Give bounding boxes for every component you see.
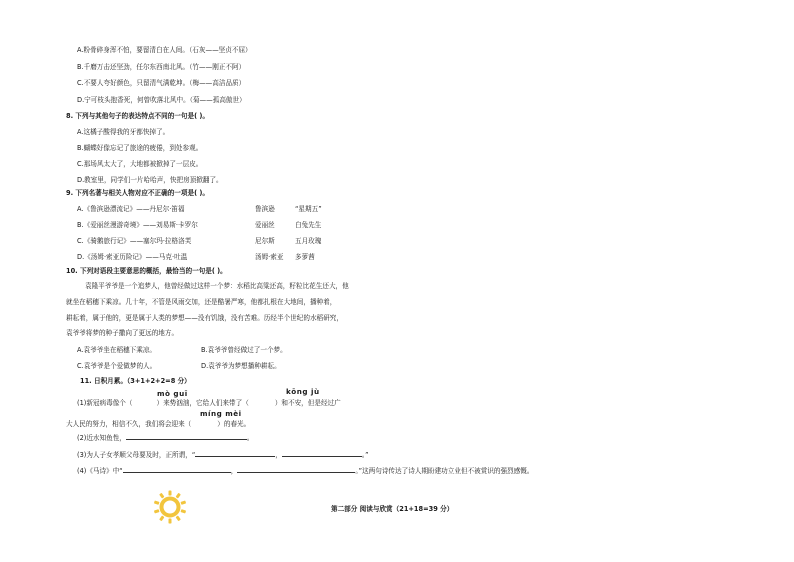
q11-item-4 (77, 465, 533, 476)
q9-row-a-person1: 鲁滨逊 (255, 205, 275, 213)
q10-options-row-1 (77, 346, 287, 355)
q8-option-b: B.蝴蝶好像忘记了旅途的疲倦，到处参观。 (77, 144, 203, 152)
q11-item-2 (77, 432, 254, 443)
q10-options-row-2 (77, 362, 281, 371)
q11-item-3-blank-1[interactable] (195, 449, 275, 457)
q10-stem: 10. 下列对语段主要意思的概括，最恰当的一句是( )。 (66, 267, 227, 275)
q9-row-b-person1: 爱丽丝 (255, 221, 275, 229)
sun-ray (154, 509, 160, 513)
q9-row-d-person1: 汤姆·索亚 (255, 253, 284, 261)
q10-option-b: B.袁爷爷曾经做过了一个梦。 (201, 346, 287, 354)
q11-item-1-cont-text-1: 大人民的努力，相信不久，我们将会迎来（ (66, 420, 192, 428)
q11-item-1-text-1: (1)新冠病毒像个（ (77, 399, 133, 407)
q11-pinyin-2: kōng jù (286, 387, 320, 396)
q11-pinyin-3: míng mèi (200, 409, 242, 418)
q11-item-4-text-2: 。”这两句诗传达了诗人期盼建功立业但不被赏识的强烈感慨。 (355, 467, 534, 475)
q9-row-a (77, 205, 322, 214)
q11-item-4-blank-2[interactable] (237, 465, 355, 473)
q11-item-3-sep: ， (275, 451, 282, 459)
q9-row-b-person2: 白兔先生 (295, 221, 322, 229)
q11-stem: 11. 日积月累。（3+1+2+2=8 分） (80, 377, 191, 385)
sun-ray (159, 493, 164, 499)
q11-item-1-cont-text-2: ）的春光。 (217, 420, 251, 428)
q9-row-d-book: D.《汤姆·索亚历险记》——马克·吐温 (77, 253, 188, 261)
sun-core (162, 499, 179, 516)
sun-rays (154, 491, 186, 524)
q8-stem: 8. 下列与其他句子的表达特点不同的一句是( )。 (66, 112, 209, 120)
q9-row-a-book: A.《鲁滨逊漂流记》——丹尼尔·笛福 (77, 205, 185, 213)
q9-row-c-person2: 五月玫瑰 (295, 237, 322, 245)
q10-passage-line-3: 耕耘着，属于他的，更是属于人类的梦想——没有饥饿，没有苦难。历经半个世纪的水稻研究， (66, 314, 343, 322)
q8-option-c: C.那场风太大了，大地都被掀掉了一层皮。 (77, 160, 203, 168)
sun-ray (180, 509, 186, 513)
q7-option-d: D.宁可枝头抱香死，何曾吹落北风中。（菊——孤高傲世） (77, 96, 246, 104)
q7-option-c: C.不要人夸好颜色，只留清气满乾坤。（梅——高洁品质） (77, 79, 246, 87)
q11-item-2-blank[interactable] (126, 432, 247, 440)
q10-option-c: C.袁爷爷是个爱做梦的人。 (77, 362, 157, 370)
q10-passage-line-1: 袁隆平爷爷是一个追梦人，他曾经做过这样一个梦：水稻比高粱还高，籽粒比花生还大，他 (85, 282, 349, 290)
q11-item-2-text-1: (2)近水知鱼性， (77, 434, 126, 442)
sun-ray (180, 500, 186, 504)
q11-item-4-blank-1[interactable] (123, 465, 231, 473)
q11-item-1-text-3: ）和不安，但是经过广 (274, 399, 341, 407)
q11-item-3-blank-2[interactable] (282, 449, 362, 457)
q11-item-3 (77, 449, 369, 460)
q10-option-a: A.袁爷爷坐在稻穗下乘凉。 (77, 346, 157, 354)
q10-passage-line-4: 袁爷爷将梦的种子撒向了更远的地方。 (66, 329, 179, 337)
q11-item-2-text-2: 。 (246, 434, 254, 442)
q11-item-1-text-2: ）来势汹汹，它给人们来带了（ (156, 399, 249, 407)
sun-ray (159, 515, 164, 521)
q7-option-b: B.千磨万击还坚劲，任尔东西南北风。（竹——刚正不阿） (77, 63, 246, 71)
sun-icon (152, 489, 188, 525)
q8-option-d: D.教室里，同学们一片哈哈声，快把房顶掀翻了。 (77, 176, 223, 184)
sun-ray (169, 519, 172, 524)
q9-row-d (77, 253, 315, 262)
q9-row-b (77, 221, 321, 230)
sun-ray (176, 515, 181, 521)
q11-item-1 (77, 399, 341, 408)
q9-stem: 9. 下列名著与相关人物对应不正确的一项是( )。 (66, 189, 209, 197)
q10-passage-line-2: 就坐在稻穗下乘凉。几十年，不管是风雨交加，还是酷暑严寒，他都扎根在大地间，播种着， (66, 298, 337, 306)
q11-item-4-text-1: (4)《马诗》中“ (77, 467, 123, 475)
q10-option-d: D.袁爷爷为梦想播种耕耘。 (201, 362, 281, 370)
q9-row-b-book: B.《爱丽丝漫游奇境》——刘易斯·卡罗尔 (77, 221, 198, 229)
q9-row-a-person2: “星期五” (295, 205, 322, 213)
q7-option-a: A.粉骨碎身浑不怕，要留清白在人间。（石灰——坚贞不屈） (77, 46, 252, 54)
sun-ray (154, 500, 160, 504)
q11-item-4-sep: ， (230, 467, 238, 475)
section-footer: 第二部分 阅读与欣赏（21+18=39 分） (331, 505, 454, 513)
q9-row-c (77, 237, 321, 246)
q8-option-a: A.这橘子酸得我的牙都快掉了。 (77, 128, 170, 136)
q9-row-d-person2: 多萝茜 (295, 253, 315, 261)
sun-ray (169, 491, 172, 496)
q11-item-3-text-1: (3)为人子女孝顺父母要及时，正所谓，“ (77, 451, 196, 459)
sun-ray (176, 493, 181, 499)
q11-item-3-text-2: 。” (361, 451, 369, 459)
q11-item-1-cont (66, 420, 250, 429)
q9-row-c-book: C.《骑鹅旅行记》——塞尔玛·拉格洛芙 (77, 237, 192, 245)
q11-pinyin-1: mò guī (157, 389, 188, 398)
q9-row-c-person1: 尼尔斯 (255, 237, 275, 245)
